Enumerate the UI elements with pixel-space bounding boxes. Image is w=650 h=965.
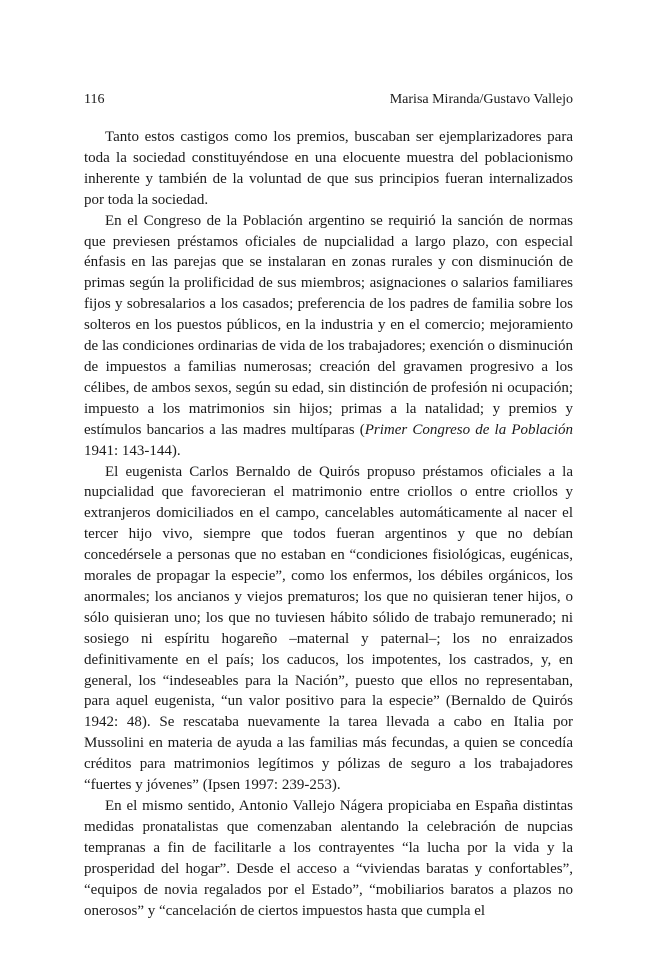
page-number: 116: [84, 92, 105, 107]
running-head: Marisa Miranda/Gustavo Vallejo: [389, 92, 573, 107]
paragraph-4-text: En el mismo sentido, Antonio Vallejo Nágera propiciaba en España distintas medidas pronatalistas que comenzaban alentando la celebración de nupcias tempranas a fin de facilitarle a los contrayentes “la lucha por la vida y la prosperidad del hogar”. Desde el acceso a “viviendas baratas y confortables”, “equipos de novia regalados por el Estado”, “mobiliarios baratos a plazos no onerosos” y “cancelación de ciertos impuestos hasta que cumpla el: [84, 798, 573, 919]
body-text: [84, 127, 573, 921]
paragraph-2-text: En el Congreso de la Población argentino se requirió la sanción de normas que previesen préstamos oficiales de nupcialidad a largo plazo, con especial énfasis en las parejas que se instalaran en zonas rurales y con disminución de primas según la prolificidad de sus miembros; asignaciones o salarios familiares fijos y sobresalarios a los casados; preferencia de los padres de familia sobre los solteros en los puestos públicos, en la industria y en el comercio; mejoramiento de las condiciones ordinarias de vida de los trabajadores; exención o disminución de impuestos a familias numerosas; creación del gravamen progresivo a los célibes, de ambos sexos, según su edad, sin distinción de profesión ni ocupación; impuesto a los matrimonios sin hijos; primas a la natalidad; y premios y estímulos bancarios a las madres multíparas (: [84, 212, 573, 438]
paragraph-1: [84, 127, 573, 211]
paragraph-4: [84, 796, 573, 921]
page-header: [84, 90, 573, 110]
citation-title: Primer Congreso de la Población: [364, 421, 573, 438]
paragraph-3-text: El eugenista Carlos Bernaldo de Quirós propuso préstamos oficiales a la nupcialidad que favorecieran el matrimonio entre criollos o entre criollos y extranjeros domiciliados en el campo, cancelables automáticamente al nacer el tercer hijo vivo, siempre que todos fueran argentinos y que no debían concedérsele a personas que no estaban en “condiciones fisiológicas, eugénicas, morales de propagar la especie”, como los enfermos, los débiles orgánicos, los anormales; los ancianos y viejos prematuros; los que no quisieran tener hijos, o sólo quisieran uno; los que no tuviesen hábito sólido de trabajo remunerado; ni sosiego ni espíritu hogareño –maternal y paternal–; los no enraizados definitivamente en el país; los caducos, los impotentes, los castrados, y, en general, los “indeseables para la Nación”, puesto que ellos no representaban, para aquel eugenista, “un valor positivo para la especie” (Bernaldo de Quirós 1942: 48). Se rescataba nuevamente la tarea llevada a cabo en Italia por Mussolini en materia de ayuda a las familias más fecundas, a quien se concedía créditos para matrimonios legítimos y pólizas de seguro a los trabajadores “fuertes y jóvenes” (Ipsen 1997: 239-253).: [84, 463, 573, 794]
citation-pages: 1941: 143-144).: [84, 442, 181, 459]
paragraph-1-text: Tanto estos castigos como los premios, buscaban ser ejemplarizadores para toda la sociedad constituyéndose en una elocuente muestra del poblacionismo inherente y también de la voluntad de que sus principios fueran internalizados por toda la sociedad.: [84, 129, 573, 208]
paragraph-2: [84, 211, 573, 462]
paragraph-3: [84, 462, 573, 797]
